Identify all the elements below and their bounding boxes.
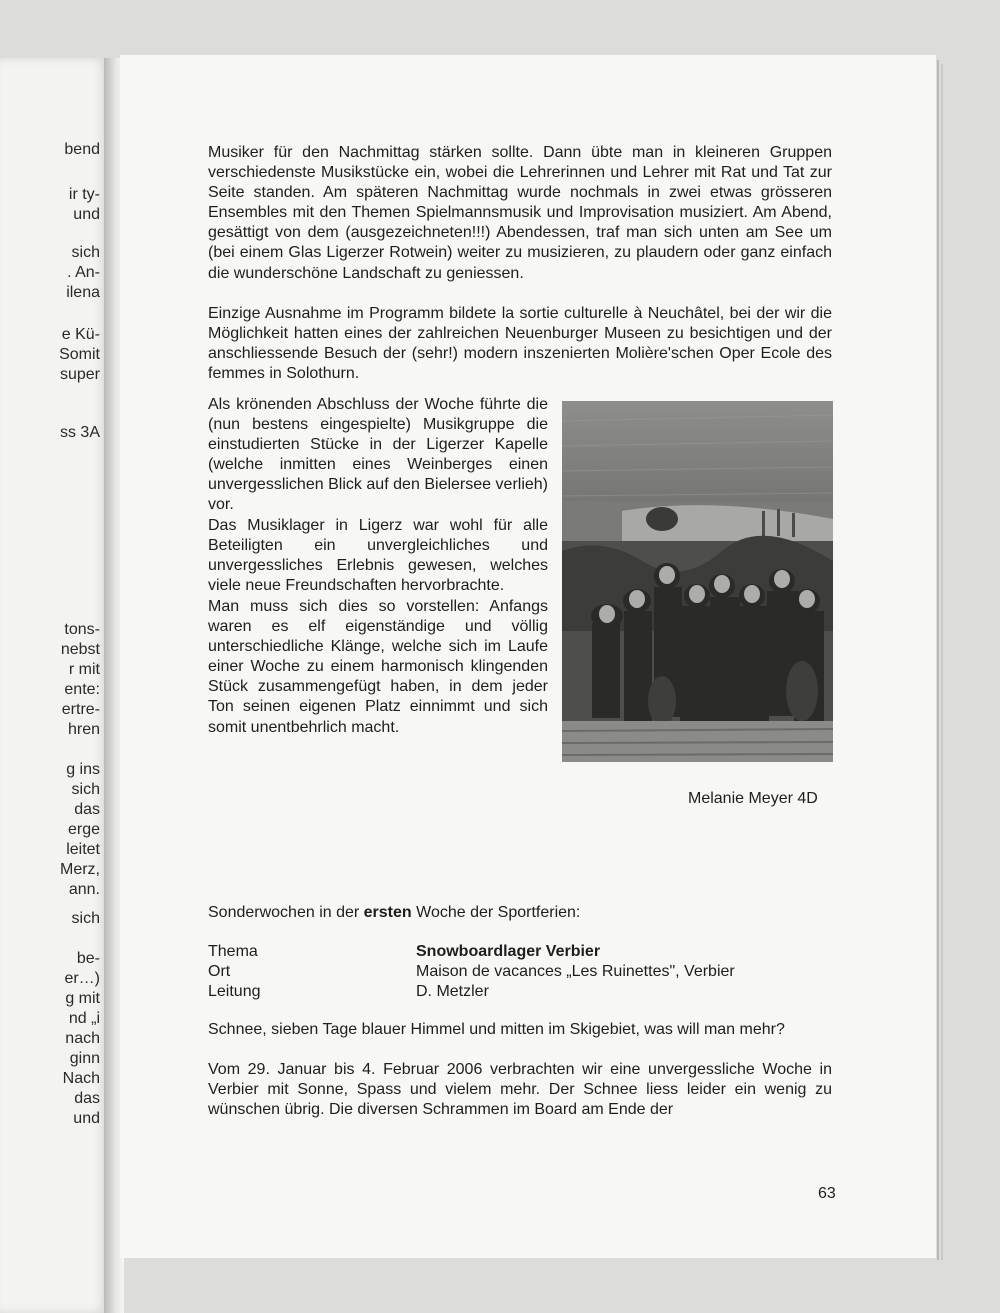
left-fragment: Nach (62, 1070, 100, 1087)
left-fragment: das (74, 801, 100, 818)
left-fragment: nebst (60, 641, 100, 658)
left-fragment: ertre- (61, 701, 100, 718)
article-paragraph: Als krönenden Abschluss der Woche führte die (nun bestens eingespielte) Musikgruppe die einstudierten Stücke in der Ligerzer Kapelle (welche inmitten eines Weinberges einen unvergesslichen Blick auf den Bielersee verlieh) vor. (208, 396, 548, 514)
info-value-leitung: D. Metzler (416, 983, 489, 1000)
page-edge (941, 64, 943, 1260)
left-fragment: sich (71, 781, 100, 798)
left-fragment: ginn (69, 1050, 100, 1067)
left-fragment: ilena (66, 284, 100, 301)
left-fragment: ir ty- (68, 186, 100, 203)
article-paragraph: Musiker für den Nachmittag stärken sollte. Dann übte man in kleineren Gruppen verschiedenste Musikstücke ein, wobei die Lehrerinnen und Lehrer mit Rat und Tat zur Seite standen. Am späteren Nachmittag wurde nochmals in zwei etwas grösseren Ensembles mit den Themen Spielmannsmusik und Improvisation musiziert. Am Abend, gesättigt von dem (ausgezeichneten!!!) Abendessen, traf man sich unten am See um (bei einem Glas Ligerzer Rotwein) weiter zu musizieren, zu plaudern oder ganz einfach die wunderschöne Landschaft zu geniessen. (208, 144, 832, 282)
info-label: Ort (208, 963, 231, 980)
photo-image (562, 401, 833, 762)
page-number: 63 (818, 1185, 836, 1202)
left-fragment: Somit (59, 346, 100, 363)
left-fragment: ente: (64, 681, 100, 698)
left-fragment: leitet (66, 841, 100, 858)
left-fragment: das (74, 1090, 100, 1107)
article-paragraph: Man muss sich dies so vorstellen: Anfangs waren es elf eigenständige und völlig unterschiedliche Klänge, welche sich im Laufe einer Woche zu einem harmonisch klingenden Stück zusammengefügt haben, in dem jeder Ton seinen eigenen Platz einnimmt und sich somit unentbehrlich macht. (208, 598, 548, 736)
section-intro-text: Woche der Sportferien: (411, 904, 581, 921)
left-fragment: sich (71, 910, 100, 927)
info-label: Thema (208, 943, 258, 960)
section-intro (208, 903, 580, 923)
section-intro-text: Sonderwochen in der (208, 904, 364, 921)
left-fragment: g mit (65, 990, 100, 1007)
article-paragraph: Einzige Ausnahme im Programm bildete la sortie culturelle à Neuchâtel, bei der wir die Möglichkeit hatten eines der zahlreichen Neuenburger Museen zu besichtigen und der anschliessende Besuch der (sehr!) modern inszenierten Molière'schen Oper Ecole des femmes in Solothurn. (208, 305, 832, 383)
left-fragment: ann. (68, 881, 100, 898)
left-fragment: Merz, (60, 861, 100, 878)
left-fragment: und (73, 1110, 100, 1127)
left-fragment: nach (65, 1030, 100, 1047)
left-fragment: hren (67, 721, 100, 738)
left-fragment: sich (71, 244, 100, 261)
left-fragment: erge (67, 821, 100, 838)
left-fragment: e Kü- (61, 326, 100, 343)
left-fragment: g ins (66, 761, 100, 778)
left-fragment: bend (64, 141, 100, 158)
left-fragment: . An- (67, 264, 100, 281)
article-author: Melanie Meyer 4D (688, 790, 818, 807)
left-fragment: r mit (68, 661, 100, 678)
left-fragment: be- (76, 950, 100, 967)
info-value-thema: Snowboardlager Verbier (416, 943, 601, 960)
snowboard-paragraph: Schnee, sieben Tage blauer Himmel und mitten im Skigebiet, was will man mehr? (208, 1021, 785, 1038)
left-fragment: tons- (64, 621, 100, 638)
left-fragment: super (59, 366, 100, 383)
snowboard-paragraph: Vom 29. Januar bis 4. Februar 2006 verbrachten wir eine unvergessliche Woche in Verbier mit Sonne, Spass und vielem mehr. Der Schnee liess leider ein wenig zu wünschen übrig. Die diversen Schrammen im Board am Ende der (208, 1061, 832, 1119)
info-label: Leitung (208, 983, 261, 1000)
article-paragraph: Das Musiklager in Ligerz war wohl für alle Beteiligten ein unvergleichliches und unvergessliches Erlebnis gewesen, welches viele neue Freundschaften hervorbrachte. (208, 517, 548, 595)
info-value-ort: Maison de vacances „Les Ruinettes", Verbier (416, 963, 735, 980)
section-intro-emphasis: ersten (363, 904, 412, 921)
left-fragment: er…) (64, 970, 100, 987)
left-fragment: ss 3A (59, 424, 100, 441)
music-group-photo (562, 401, 833, 762)
left-page (0, 58, 108, 1313)
left-fragment: und (73, 206, 100, 223)
page-edge (937, 60, 939, 1260)
left-fragment: nd „i (68, 1010, 100, 1027)
